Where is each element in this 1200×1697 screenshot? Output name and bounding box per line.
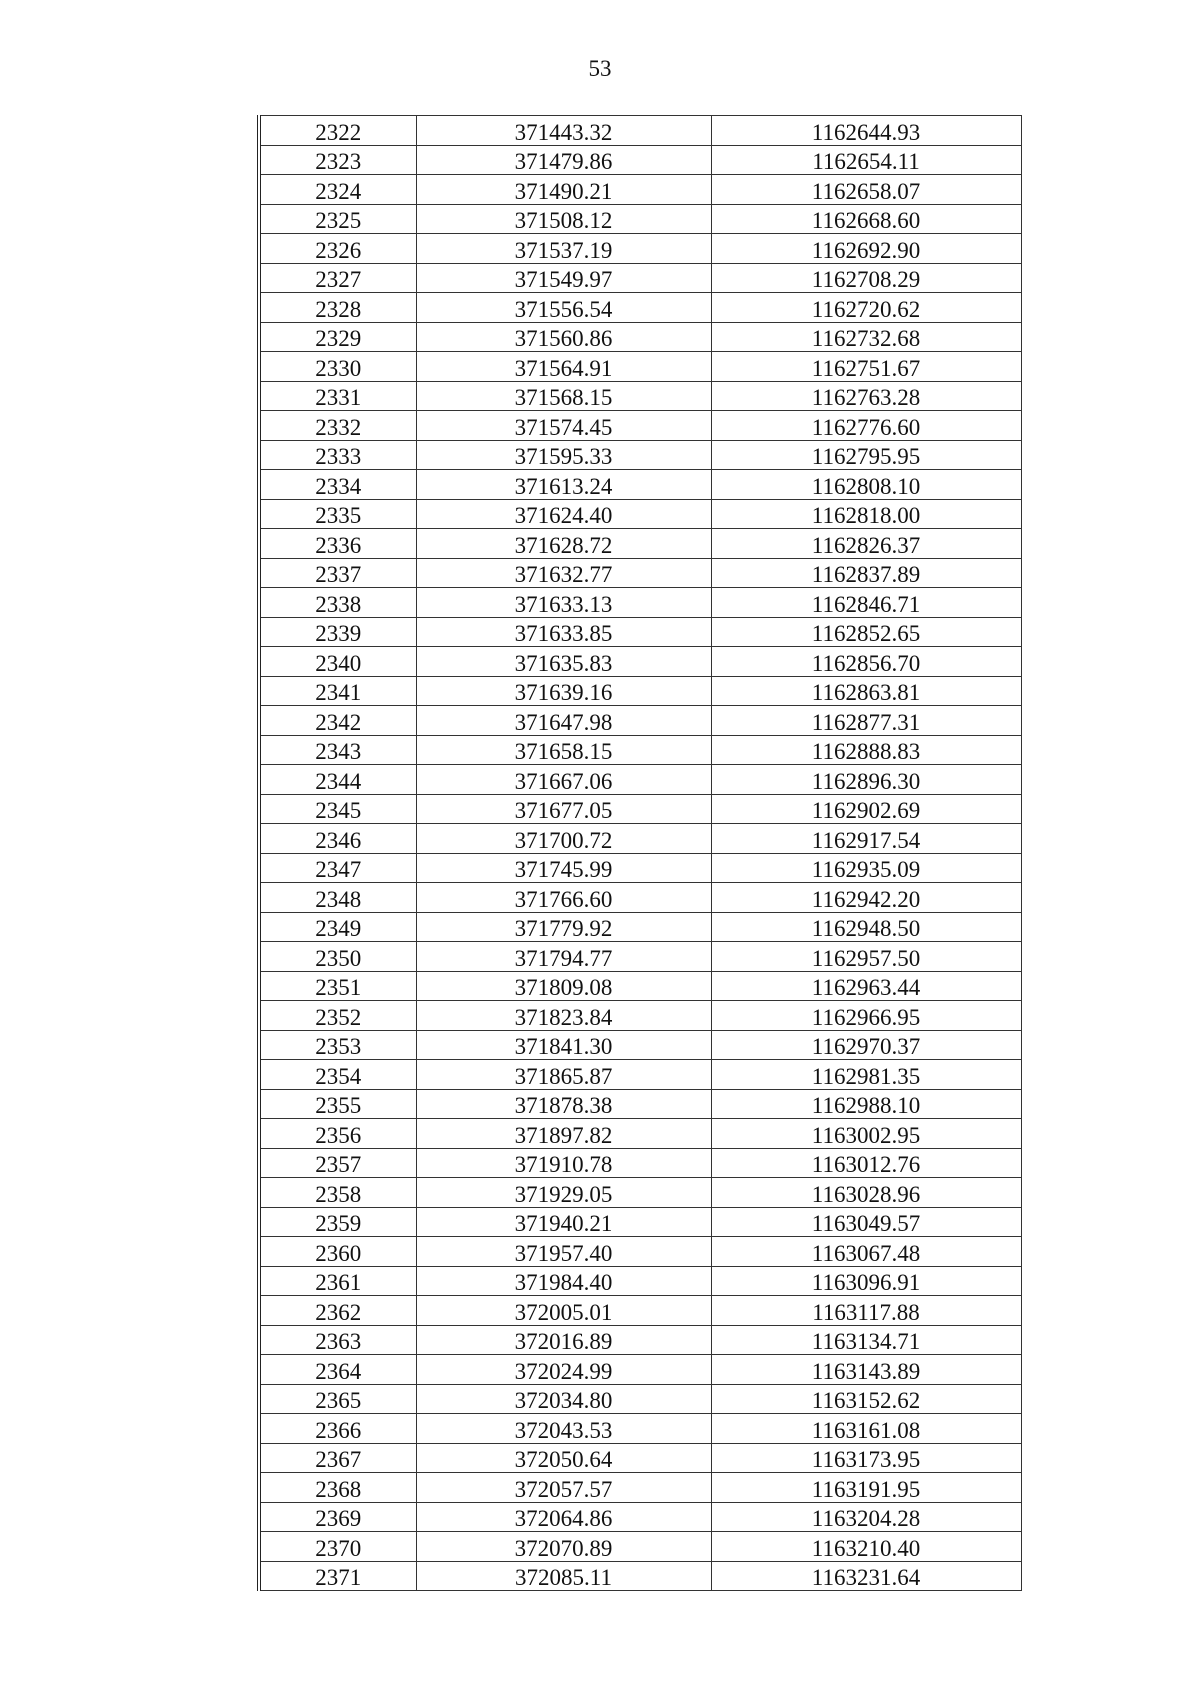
x-coordinate-cell: 371878.38 (416, 1089, 711, 1119)
x-coordinate-cell: 371667.06 (416, 765, 711, 795)
x-coordinate-cell: 371635.83 (416, 647, 711, 677)
x-coordinate-cell: 371633.85 (416, 617, 711, 647)
y-coordinate-cell: 1162877.31 (711, 706, 1021, 736)
y-coordinate-cell: 1162856.70 (711, 647, 1021, 677)
point-id-cell: 2334 (259, 470, 416, 500)
y-coordinate-cell: 1162981.35 (711, 1060, 1021, 1090)
y-coordinate-cell: 1163191.95 (711, 1473, 1021, 1503)
table-row (259, 912, 1021, 942)
y-coordinate-cell: 1162692.90 (711, 234, 1021, 264)
point-id-cell: 2329 (259, 322, 416, 352)
x-coordinate-cell: 371633.13 (416, 588, 711, 618)
y-coordinate-cell: 1162917.54 (711, 824, 1021, 854)
y-coordinate-cell: 1163117.88 (711, 1296, 1021, 1326)
x-coordinate-cell: 372016.89 (416, 1325, 711, 1355)
y-coordinate-cell: 1162863.81 (711, 676, 1021, 706)
table-row (259, 234, 1021, 264)
table-row (259, 883, 1021, 913)
table-row (259, 1384, 1021, 1414)
y-coordinate-cell: 1162852.65 (711, 617, 1021, 647)
point-id-cell: 2336 (259, 529, 416, 559)
y-coordinate-cell: 1163067.48 (711, 1237, 1021, 1267)
y-coordinate-cell: 1162970.37 (711, 1030, 1021, 1060)
x-coordinate-cell: 371957.40 (416, 1237, 711, 1267)
x-coordinate-cell: 371794.77 (416, 942, 711, 972)
x-coordinate-cell: 371658.15 (416, 735, 711, 765)
table-row (259, 558, 1021, 588)
table-row (259, 1296, 1021, 1326)
table-row (259, 470, 1021, 500)
table-row (259, 293, 1021, 323)
y-coordinate-cell: 1162751.67 (711, 352, 1021, 382)
table-row (259, 1237, 1021, 1267)
x-coordinate-cell: 371490.21 (416, 175, 711, 205)
y-coordinate-cell: 1163231.64 (711, 1561, 1021, 1591)
point-id-cell: 2322 (259, 116, 416, 146)
table-row (259, 676, 1021, 706)
table-row (259, 971, 1021, 1001)
y-coordinate-cell: 1162957.50 (711, 942, 1021, 972)
x-coordinate-cell: 371549.97 (416, 263, 711, 293)
x-coordinate-cell: 371700.72 (416, 824, 711, 854)
table-row (259, 1001, 1021, 1031)
point-id-cell: 2337 (259, 558, 416, 588)
y-coordinate-cell: 1162888.83 (711, 735, 1021, 765)
point-id-cell: 2347 (259, 853, 416, 883)
table-row (259, 1148, 1021, 1178)
table-row (259, 1355, 1021, 1385)
table-row (259, 204, 1021, 234)
x-coordinate-cell: 371443.32 (416, 116, 711, 146)
y-coordinate-cell: 1162763.28 (711, 381, 1021, 411)
y-coordinate-cell: 1162795.95 (711, 440, 1021, 470)
point-id-cell: 2360 (259, 1237, 416, 1267)
point-id-cell: 2333 (259, 440, 416, 470)
x-coordinate-cell: 371865.87 (416, 1060, 711, 1090)
point-id-cell: 2326 (259, 234, 416, 264)
table-row (259, 1207, 1021, 1237)
x-coordinate-cell: 372005.01 (416, 1296, 711, 1326)
y-coordinate-cell: 1162776.60 (711, 411, 1021, 441)
y-coordinate-cell: 1163204.28 (711, 1502, 1021, 1532)
point-id-cell: 2345 (259, 794, 416, 824)
point-id-cell: 2362 (259, 1296, 416, 1326)
table-row (259, 1561, 1021, 1591)
point-id-cell: 2327 (259, 263, 416, 293)
x-coordinate-cell: 371929.05 (416, 1178, 711, 1208)
table-row (259, 440, 1021, 470)
x-coordinate-cell: 371779.92 (416, 912, 711, 942)
y-coordinate-cell: 1162948.50 (711, 912, 1021, 942)
y-coordinate-cell: 1162668.60 (711, 204, 1021, 234)
x-coordinate-cell: 372070.89 (416, 1532, 711, 1562)
x-coordinate-cell: 371595.33 (416, 440, 711, 470)
point-id-cell: 2331 (259, 381, 416, 411)
x-coordinate-cell: 371508.12 (416, 204, 711, 234)
y-coordinate-cell: 1162963.44 (711, 971, 1021, 1001)
x-coordinate-cell: 371568.15 (416, 381, 711, 411)
point-id-cell: 2356 (259, 1119, 416, 1149)
y-coordinate-cell: 1162902.69 (711, 794, 1021, 824)
table-row (259, 529, 1021, 559)
table-row (259, 499, 1021, 529)
table-row (259, 145, 1021, 175)
table-row (259, 617, 1021, 647)
point-id-cell: 2346 (259, 824, 416, 854)
x-coordinate-cell: 371809.08 (416, 971, 711, 1001)
y-coordinate-cell: 1162837.89 (711, 558, 1021, 588)
point-id-cell: 2328 (259, 293, 416, 323)
point-id-cell: 2343 (259, 735, 416, 765)
table-row (259, 1532, 1021, 1562)
table-row (259, 765, 1021, 795)
x-coordinate-cell: 371556.54 (416, 293, 711, 323)
y-coordinate-cell: 1162720.62 (711, 293, 1021, 323)
x-coordinate-cell: 371564.91 (416, 352, 711, 382)
point-id-cell: 2351 (259, 971, 416, 1001)
table-row (259, 381, 1021, 411)
point-id-cell: 2324 (259, 175, 416, 205)
table-row (259, 942, 1021, 972)
y-coordinate-cell: 1162896.30 (711, 765, 1021, 795)
x-coordinate-cell: 371479.86 (416, 145, 711, 175)
point-id-cell: 2367 (259, 1443, 416, 1473)
x-coordinate-cell: 371613.24 (416, 470, 711, 500)
point-id-cell: 2353 (259, 1030, 416, 1060)
x-coordinate-cell: 371766.60 (416, 883, 711, 913)
point-id-cell: 2341 (259, 676, 416, 706)
y-coordinate-cell: 1163096.91 (711, 1266, 1021, 1296)
point-id-cell: 2349 (259, 912, 416, 942)
y-coordinate-cell: 1163143.89 (711, 1355, 1021, 1385)
table-row (259, 411, 1021, 441)
table-row (259, 1030, 1021, 1060)
table-row (259, 1325, 1021, 1355)
x-coordinate-cell: 371560.86 (416, 322, 711, 352)
y-coordinate-cell: 1162846.71 (711, 588, 1021, 618)
point-id-cell: 2335 (259, 499, 416, 529)
point-id-cell: 2366 (259, 1414, 416, 1444)
table-row (259, 352, 1021, 382)
x-coordinate-cell: 371537.19 (416, 234, 711, 264)
point-id-cell: 2344 (259, 765, 416, 795)
table-row (259, 647, 1021, 677)
x-coordinate-cell: 371574.45 (416, 411, 711, 441)
x-coordinate-cell: 371628.72 (416, 529, 711, 559)
table-row (259, 706, 1021, 736)
y-coordinate-cell: 1162708.29 (711, 263, 1021, 293)
y-coordinate-cell: 1163152.62 (711, 1384, 1021, 1414)
point-id-cell: 2369 (259, 1502, 416, 1532)
y-coordinate-cell: 1163012.76 (711, 1148, 1021, 1178)
table-row (259, 1443, 1021, 1473)
table-row (259, 322, 1021, 352)
table-row (259, 263, 1021, 293)
point-id-cell: 2323 (259, 145, 416, 175)
table-row (259, 1266, 1021, 1296)
y-coordinate-cell: 1162808.10 (711, 470, 1021, 500)
table-row (259, 116, 1021, 146)
table-row (259, 735, 1021, 765)
x-coordinate-cell: 372024.99 (416, 1355, 711, 1385)
y-coordinate-cell: 1163161.08 (711, 1414, 1021, 1444)
y-coordinate-cell: 1163028.96 (711, 1178, 1021, 1208)
point-id-cell: 2359 (259, 1207, 416, 1237)
point-id-cell: 2368 (259, 1473, 416, 1503)
y-coordinate-cell: 1162942.20 (711, 883, 1021, 913)
table-row (259, 1119, 1021, 1149)
y-coordinate-cell: 1162644.93 (711, 116, 1021, 146)
point-id-cell: 2361 (259, 1266, 416, 1296)
page-number: 53 (588, 56, 612, 81)
point-id-cell: 2370 (259, 1532, 416, 1562)
coordinates-table (257, 115, 1022, 1591)
table-row (259, 1060, 1021, 1090)
point-id-cell: 2358 (259, 1178, 416, 1208)
x-coordinate-cell: 371677.05 (416, 794, 711, 824)
x-coordinate-cell: 371823.84 (416, 1001, 711, 1031)
table-row (259, 1473, 1021, 1503)
point-id-cell: 2348 (259, 883, 416, 913)
y-coordinate-cell: 1162818.00 (711, 499, 1021, 529)
table-row (259, 1089, 1021, 1119)
point-id-cell: 2363 (259, 1325, 416, 1355)
y-coordinate-cell: 1163173.95 (711, 1443, 1021, 1473)
y-coordinate-cell: 1162966.95 (711, 1001, 1021, 1031)
y-coordinate-cell: 1163134.71 (711, 1325, 1021, 1355)
x-coordinate-cell: 372034.80 (416, 1384, 711, 1414)
point-id-cell: 2365 (259, 1384, 416, 1414)
x-coordinate-cell: 371984.40 (416, 1266, 711, 1296)
y-coordinate-cell: 1162826.37 (711, 529, 1021, 559)
point-id-cell: 2339 (259, 617, 416, 647)
x-coordinate-cell: 371632.77 (416, 558, 711, 588)
y-coordinate-cell: 1163049.57 (711, 1207, 1021, 1237)
y-coordinate-cell: 1162658.07 (711, 175, 1021, 205)
point-id-cell: 2350 (259, 942, 416, 972)
point-id-cell: 2325 (259, 204, 416, 234)
y-coordinate-cell: 1162732.68 (711, 322, 1021, 352)
point-id-cell: 2352 (259, 1001, 416, 1031)
table-row (259, 794, 1021, 824)
y-coordinate-cell: 1163210.40 (711, 1532, 1021, 1562)
point-id-cell: 2342 (259, 706, 416, 736)
x-coordinate-cell: 372043.53 (416, 1414, 711, 1444)
coordinates-table-body (259, 116, 1021, 1591)
table-row (259, 1414, 1021, 1444)
y-coordinate-cell: 1163002.95 (711, 1119, 1021, 1149)
point-id-cell: 2330 (259, 352, 416, 382)
x-coordinate-cell: 371745.99 (416, 853, 711, 883)
x-coordinate-cell: 371647.98 (416, 706, 711, 736)
table-row (259, 1502, 1021, 1532)
table-row (259, 824, 1021, 854)
point-id-cell: 2357 (259, 1148, 416, 1178)
y-coordinate-cell: 1162654.11 (711, 145, 1021, 175)
x-coordinate-cell: 372064.86 (416, 1502, 711, 1532)
point-id-cell: 2338 (259, 588, 416, 618)
table-row (259, 175, 1021, 205)
x-coordinate-cell: 371910.78 (416, 1148, 711, 1178)
x-coordinate-cell: 371639.16 (416, 676, 711, 706)
x-coordinate-cell: 372085.11 (416, 1561, 711, 1591)
table-row (259, 1178, 1021, 1208)
x-coordinate-cell: 371624.40 (416, 499, 711, 529)
table-row (259, 588, 1021, 618)
x-coordinate-cell: 371897.82 (416, 1119, 711, 1149)
x-coordinate-cell: 371940.21 (416, 1207, 711, 1237)
point-id-cell: 2364 (259, 1355, 416, 1385)
x-coordinate-cell: 371841.30 (416, 1030, 711, 1060)
y-coordinate-cell: 1162935.09 (711, 853, 1021, 883)
point-id-cell: 2355 (259, 1089, 416, 1119)
point-id-cell: 2354 (259, 1060, 416, 1090)
table-row (259, 853, 1021, 883)
x-coordinate-cell: 372050.64 (416, 1443, 711, 1473)
y-coordinate-cell: 1162988.10 (711, 1089, 1021, 1119)
point-id-cell: 2371 (259, 1561, 416, 1591)
point-id-cell: 2332 (259, 411, 416, 441)
x-coordinate-cell: 372057.57 (416, 1473, 711, 1503)
point-id-cell: 2340 (259, 647, 416, 677)
